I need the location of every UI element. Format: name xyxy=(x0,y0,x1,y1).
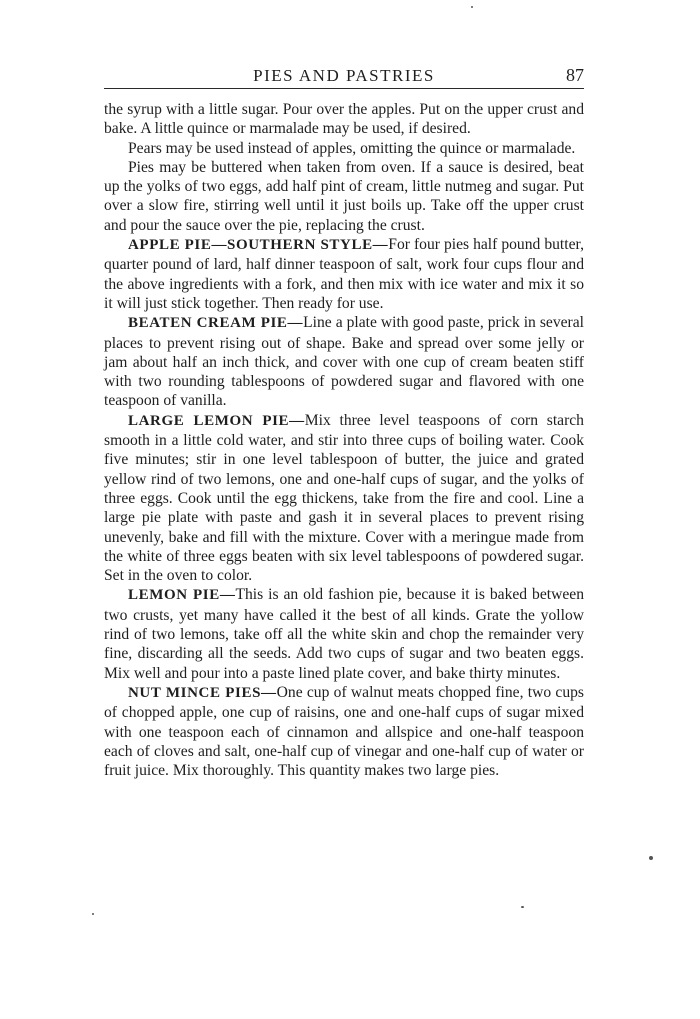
recipe-body: Line a plate with good paste, prick in several places to prevent rising out of shape. Bake and spread over some jelly or jam about half an inch thick, and cover with one cup of cream beaten stiff with two rounding tablespoons of powdered sugar and flavored with one teaspoon of vanilla. xyxy=(104,314,584,410)
recipe-beaten-cream-pie xyxy=(104,313,584,410)
print-speck xyxy=(649,856,653,860)
recipe-body: This is an old fashion pie, because it is baked between two crusts, yet many have called it the best of all kinds. Grate the yollow rind of two lemons, take off all the white skin and chop the remainder very fine, discarding all the seeds. Add two cups of sugar and two beaten eggs. Mix well and pour into a paste lined plate cover, and bake thirty minutes. xyxy=(104,586,584,682)
paragraph-sauce-note xyxy=(104,158,584,235)
paragraph-pears-note xyxy=(104,139,584,158)
print-speck xyxy=(92,913,94,915)
page-number: 87 xyxy=(566,65,584,85)
recipe-title: LARGE LEMON PIE— xyxy=(128,412,305,429)
print-speck xyxy=(521,906,524,908)
recipe-body: For four pies half pound butter, quarter pound of lard, half dinner teaspoon of salt, work four cups flour and the above ingredients with a fork, and then mix with ice water and mix it so it will just stick together. Then ready for use. xyxy=(104,236,584,312)
paragraph-text: Pies may be buttered when taken from oven. If a sauce is desired, beat up the yolks of two eggs, add half pint of cream, little nutmeg and sugar. Put over a slow fire, stirring well until it just boils up. Take off the upper crust and pour the sauce over the pie, replacing the crust. xyxy=(104,158,584,234)
paragraph-text: the syrup with a little sugar. Pour over the apples. Put on the upper crust and bake. A little quince or marmalade may be used, if desired. xyxy=(104,101,584,138)
recipe-title: LEMON PIE— xyxy=(128,587,236,604)
recipe-title: BEATEN CREAM PIE— xyxy=(128,315,304,332)
paragraph-text: Pears may be used instead of apples, omitting the quince or marmalade. xyxy=(128,139,576,157)
recipe-title: APPLE PIE—SOUTHERN STYLE— xyxy=(128,237,389,254)
recipe-body: One cup of walnut meats chopped fine, two cups of chopped apple, one cup of raisins, one and one-half cups of sugar mixed with one teaspoon each of cinnamon and allspice and one-half teaspoon each of cloves and salt, one-half cup of vinegar and one-half cup of water or fruit juice. Mix thoroughly. This quantity makes two large pies. xyxy=(104,683,584,780)
recipe-large-lemon-pie xyxy=(104,411,584,586)
page-header xyxy=(104,66,584,89)
paragraph-apple-pie-continuation xyxy=(104,100,584,139)
recipe-apple-pie-southern-style xyxy=(104,235,584,313)
recipe-text xyxy=(104,100,584,780)
recipe-lemon-pie xyxy=(104,585,584,682)
print-speck xyxy=(471,6,473,8)
recipe-title: NUT MINCE PIES— xyxy=(128,684,277,701)
recipe-body: Mix three level teaspoons of corn starch smooth in a little cold water, and stir into three cups of boiling water. Cook five minutes; stir in one level tablespoon of butter, the juice and grated yellow rind of two lemons, one and one-half cups of sugar, and the yolks of three eggs. Cook until the egg thickens, take from the fire and cool. Line a large pie plate with paste and gash it in several places to prevent rising unevenly, bake and fill with the mixture. Cover with a meringue made from the white of three eggs beaten with six level tablespoons of powdered sugar. Set in the oven to color. xyxy=(104,411,584,585)
recipe-nut-mince-pies xyxy=(104,683,584,780)
running-title: PIES AND PASTRIES xyxy=(253,66,435,85)
